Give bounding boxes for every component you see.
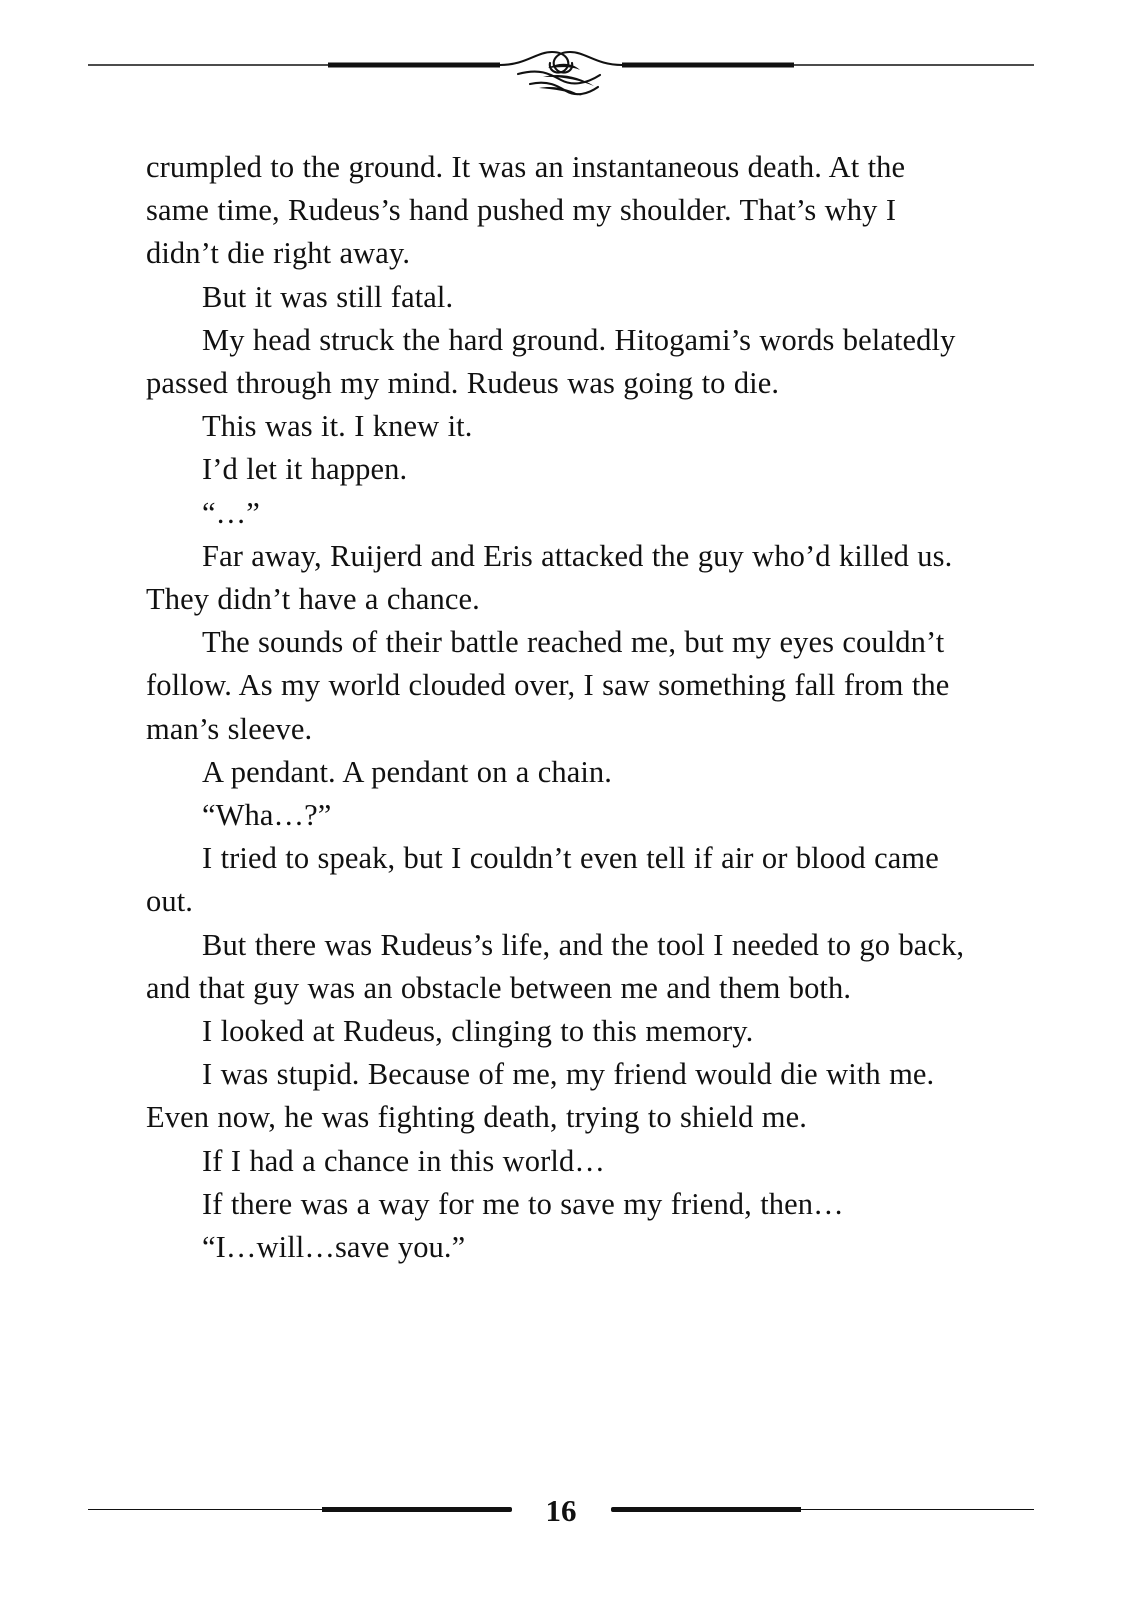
- page-number: 16: [545, 1492, 577, 1528]
- paragraph: I tried to speak, but I couldn’t even tell if air or blood came out.: [146, 841, 939, 919]
- footer-rule-left: [88, 1504, 512, 1516]
- paragraph: “I…will…save you.”: [202, 1230, 466, 1265]
- paragraph: The sounds of their battle reached me, but my eyes couldn’t follow. As my world clouded over, I saw something fall from the man’s sleeve.: [146, 625, 950, 746]
- flourish-divider-icon: [88, 44, 1034, 114]
- paragraph: A pendant. A pendant on a chain.: [202, 754, 612, 789]
- paragraph: I’d let it happen.: [202, 452, 408, 487]
- paragraph: crumpled to the ground. It was an instantaneous death. At the same time, Rudeus’s hand pushed my shoulder. That’s why I didn’t die right away.: [146, 150, 906, 271]
- body-text: [146, 146, 976, 1269]
- paragraph: “Wha…?”: [202, 798, 332, 833]
- paragraph: But it was still fatal.: [202, 279, 454, 314]
- paragraph: I looked at Rudeus, clinging to this memory.: [202, 1014, 754, 1049]
- paragraph: But there was Rudeus’s life, and the tool I needed to go back, and that guy was an obstacle between me and them both.: [146, 927, 965, 1005]
- header-ornament: [0, 44, 1122, 114]
- paragraph: Far away, Ruijerd and Eris attacked the guy who’d killed us. They didn’t have a chance.: [146, 538, 953, 617]
- footer-rule-right: [611, 1504, 1035, 1516]
- paragraph: If there was a way for me to save my friend, then…: [202, 1186, 844, 1221]
- paragraph: This was it. I knew it.: [202, 409, 473, 444]
- paragraph: My head struck the hard ground. Hitogami’s words belatedly passed through my mind. Rudeus was going to die.: [146, 322, 956, 401]
- page-footer: [88, 1490, 1034, 1530]
- paragraph: I was stupid. Because of me, my friend would die with me. Even now, he was fighting death, trying to shield me.: [146, 1057, 935, 1135]
- paragraph: If I had a chance in this world…: [202, 1143, 605, 1178]
- paragraph: “…”: [202, 495, 260, 530]
